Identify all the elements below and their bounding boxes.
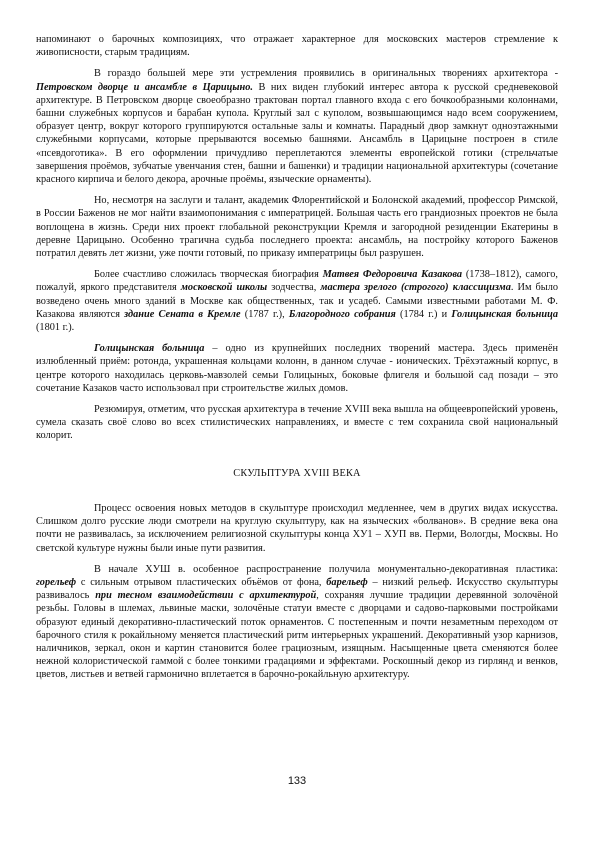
emphasis-kazakov-name: Матвея Федоровича Казакова [322,269,463,281]
text: Более счастливо сложилась творческая биография [94,269,323,281]
emphasis-high-relief: горельеф [36,576,77,588]
text: – одно из крупнейших последних творений мастера. Здесь применён излюбленный приём: ротонда, украшенная кольцами колонн, в данном случае - ионических. Трёхэтажный корпус, в центре которого находилась церковь-мавзолей семьи Голицыных, боковые флигеля и большой сад позади – это сочетание Казаков часто использовал при строительстве жилых домов. [36,343,558,394]
text: напоминают о барочных композициях, что отражает характерное для московских мастеров стремление к живописности, старым традициям. [36,34,558,59]
emphasis-moscow-school: московской школы [180,282,268,294]
paragraph-summary [36,403,558,443]
emphasis-senate-building: здание Сената в Кремле [124,308,241,320]
text: (1787 г.), [240,308,289,320]
paragraph-bazhenov-works [36,67,558,186]
emphasis-classicism: мастера зрелого (строгого) классицизма [320,282,511,294]
paragraph-kazakov [36,268,558,334]
emphasis-noble-assembly: Благородного собрания [288,308,396,320]
emphasis-petrovsky-palace: Петровском дворце и ансамбле в Царицыно. [36,81,253,93]
emphasis-architecture-interaction: при тесном взаимодействии с архитектурой [95,590,317,602]
text: В начале XУШ в. особенное распространение получила монументально-декоративная пластика: [94,563,558,575]
text: (1801 г.). [36,322,75,334]
text: , сохраняя лучшие традиции деревянной золочёной резьбы. Головы в шлемах, львиные маски, золочёные статуи вместе с дворцами и садово-парковыми постройками образуют единый декоративно-пластический поток орнаментов. С постепенным и почти незаметным переходом от барочного стиля к рокайльному меняется пластический ритм интерьерных украшений. Декоративный узор карнизов, наличников, зеркал, окон и картин становится более грациозным, изящным. Насыщенные цвета сменяются более нежной колористической гаммой с более тонкими градациями и эффектами. Роскошный декор из гирлянд и венков, цветов, листьев и ветвей гармонично вплетается в барочно-рокайльную архитектуру. [36,590,558,681]
page-number: 133 [287,775,307,787]
emphasis-bas-relief: барельеф [326,576,368,588]
text: Но, несмотря на заслуги и талант, академик Флорентийской и Болонской академий, профессор Римской, в России Баженов не мог найти взаимопонимания с императрицей. Большая часть его грандиозных проектов не была воплощена в жизнь. Среди них проект глобальной реконструкции Кремля и загородной резиденции Екатерины в деревне Царицыно. Особенно трагична судьба последнего проекта: ансамбль, на постройку которого Баженов потратил девять лет жизни, уже почти готовый, по приказу императрицы был разрушен. [36,195,558,260]
text: (1784 г.) и [395,308,452,320]
emphasis-golitsyn-hospital: Голицынская больница [94,343,205,355]
text: зодчества, [267,282,321,294]
paragraph-sculpture-intro [36,502,558,555]
text: . Им было возведено очень много зданий в Москве как общественных, так и усадеб. Самыми известными работами М. Ф. Казакова являются [36,282,558,320]
paragraph-decorative-plastic [36,563,558,682]
paragraph-bazhenov-fate [36,194,558,260]
paragraph-baroque-continuation [36,33,558,59]
text: В них виден глубокий интерес автора к русской средневековой архитектуре. В Петровском дворце своеобразно трактован портал главного входа с его бочкообразными колоннами, башни служебных корпусов и барабан купола. Круглый зал с куполом, возвышающимся надо всем сооружением, образует центр, вокруг которого группируются остальные залы и комнаты. Парадный двор замкнут одноэтажными служебными корпусами, которые прерываются восемью башнями. Ансамбль в Царицыне построен в стиле «псевдоготика». В его оформлении причудливо переплетаются элементы европейской готики (стрельчатые завершения проёмов, зубчатые увенчания стен, башни и башенки) и традиции национальной архитектуры (сочетание красного кирпича и белого декора, арочные проёмы, языческие орнаменты). [36,81,558,186]
text: Процесс освоения новых методов в скульптуре происходил медленнее, чем в других видах искусства. Слишком долго русские люди смотрели на круглую скульптуру, как на языческих «болванов». В средние века она почти не развивалась, за исключением религиозной скульптуры конца XУ1 – XУП вв. Перми, Вологды, Москвы. Но светской культуре нужны были иные пути развития. [36,502,558,554]
paragraph-golitsyn-hospital [36,342,558,395]
text: (1738–1812), самого, пожалуй, яркого представителя [36,269,558,294]
emphasis-golitsyn-hospital: Голицынская больница [451,308,558,320]
text: с сильным отрывом пластических объёмов от фона, [76,576,327,588]
text: Резюмируя, отметим, что русская архитектура в течение XVIII века вышла на общеевропейский уровень, сумела сказать своё слово во всех стилистических направлениях, и вместе с тем сохранила свой национальный колорит. [36,404,558,442]
section-heading: СКУЛЬПТУРА XVIII ВЕКА [233,467,361,479]
text: В гораздо большей мере эти устремления проявились в оригинальных творениях архитектора - [94,68,558,80]
text: – низкий рельеф. Искусство скульптуры развивалось [36,576,558,602]
